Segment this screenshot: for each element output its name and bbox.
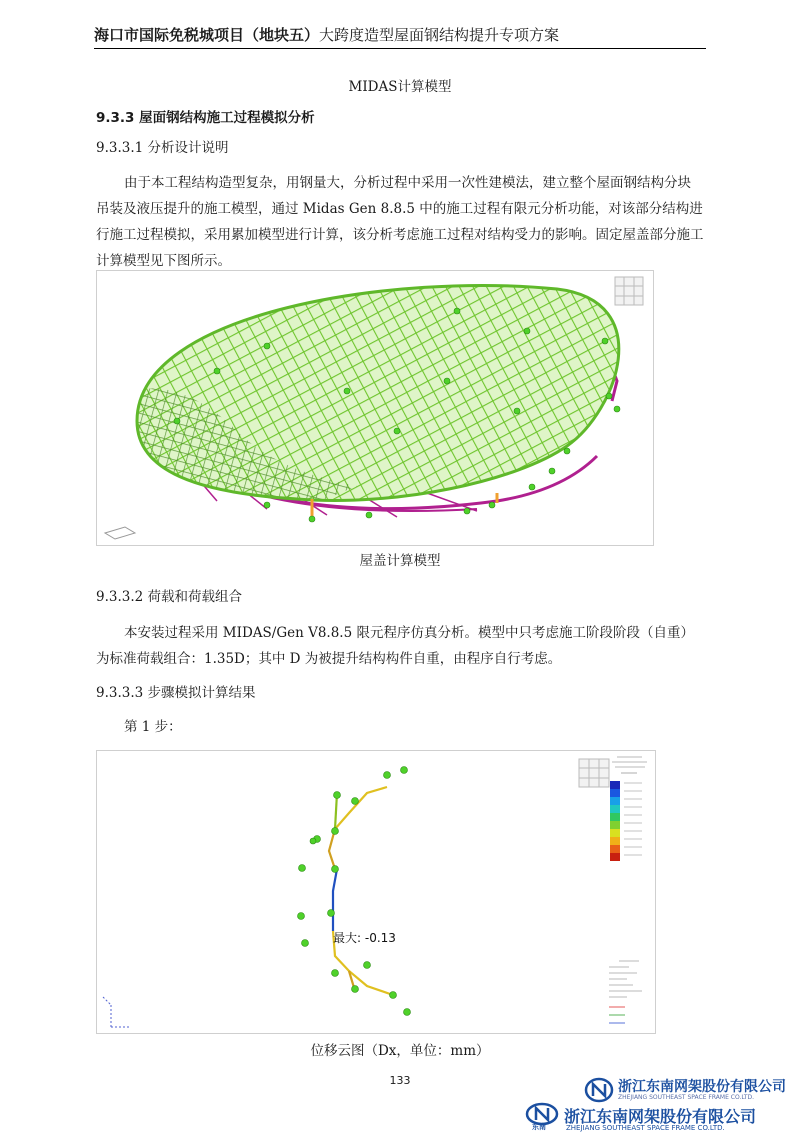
caption-midas-model: MIDAS计算模型 bbox=[348, 79, 452, 95]
figure-displacement-caption: 位移云图（Dx，单位：mm） bbox=[310, 1043, 490, 1059]
figure-roof-model bbox=[96, 270, 654, 546]
header-title-bold: 海口市国际免税城项目（地块五） bbox=[94, 26, 320, 44]
section-9-3-3-2-heading: 9.3.3.2 荷载和荷载组合 bbox=[96, 589, 243, 605]
section-9-3-3-heading: 9.3.3 屋面钢结构施工过程模拟分析 bbox=[96, 110, 315, 126]
header-title-rest: 大跨度造型屋面钢结构提升专项方案 bbox=[319, 26, 560, 44]
section-9-3-3-1-heading: 9.3.3.1 分析设计说明 bbox=[96, 140, 229, 156]
displacement-drawing bbox=[97, 751, 655, 1033]
paragraph-analysis-description: 由于本工程结构造型复杂，用钢量大，分析过程中采用一次性建模法，建立整个屋面钢结构分块吊装及液压提升的施工模型，通过 Midas Gen 8.8.5 中的施工过程有限元分析功能，对该部分结构进行施工过程模拟，采用累加模型进行计算，该分析考虑施工过程对结构受力的影响。固定屋盖部分施工计算模型见下图所示。 bbox=[96, 175, 704, 269]
figure-displacement-contour bbox=[96, 750, 656, 1034]
company-name-cn: 浙江东南网架股份有限公司 bbox=[618, 1079, 786, 1095]
company-mark-text: 东南 bbox=[532, 1123, 546, 1131]
page-header bbox=[94, 24, 706, 49]
step-1-label: 第 1 步： bbox=[124, 719, 182, 735]
company-logo-bottom bbox=[524, 1102, 796, 1132]
company-emblem-icon bbox=[584, 1076, 614, 1104]
page-number: 133 bbox=[389, 1074, 411, 1087]
paragraph-load-combination: 本安装过程采用 MIDAS/Gen V8.8.5 限元程序仿真分析。模型中只考虑施工阶段阶段（自重）为标准荷载组合：1.35D；其中 D 为被提升结构构件自重，由程序自行考虑。 bbox=[96, 625, 694, 667]
company-logo-top bbox=[584, 1076, 796, 1104]
company-name-en: ZHEJIANG SOUTHEAST SPACE FRAME CO.LTD. bbox=[618, 1094, 755, 1101]
company-name-en-2: ZHEJIANG SOUTHEAST SPACE FRAME CO.LTD. bbox=[566, 1124, 725, 1132]
figure-roof-model-caption: 屋盖计算模型 bbox=[359, 553, 441, 569]
roof-model-drawing bbox=[97, 271, 653, 545]
max-displacement-label: 最大: -0.13 bbox=[333, 931, 396, 945]
company-name-cn-2: 浙江东南网架股份有限公司 bbox=[564, 1107, 757, 1126]
section-9-3-3-3-heading: 9.3.3.3 步骤模拟计算结果 bbox=[96, 685, 256, 701]
